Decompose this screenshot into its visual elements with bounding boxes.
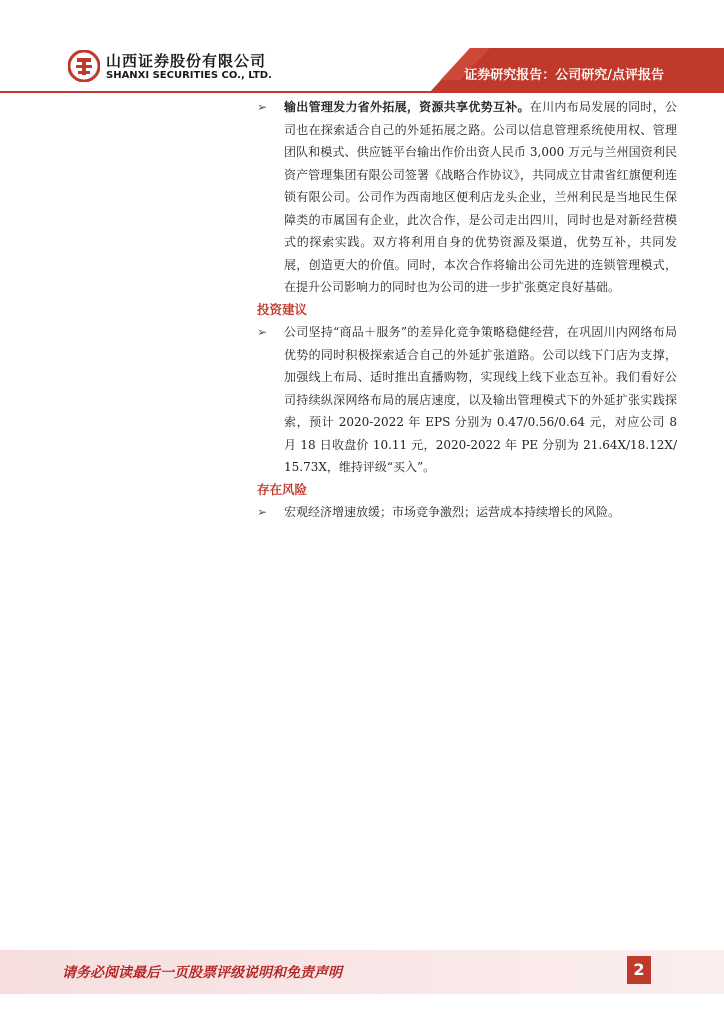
bold-lead: 输出管理发力省外拓展，资源共享优势互补。 [284,100,530,114]
bullet-arrow-icon: ➢ [257,325,268,339]
bullet-risk [257,501,677,524]
company-name-en: SHANXI SECURITIES CO., LTD. [106,70,272,81]
bullet-investment [257,321,677,479]
paragraph-text: 在川内布局发展的同时，公司也在探索适合自己的外延拓展之路。公司以信息管理系统使用权、管理团队和模式、供应链平台输出作价出资人民币 3,000 万元与兰州国资利民资产管理集团有限公司签署《战略合作协议》，共同成立甘肃省红旗便利连锁有限公司。公司作为西南地区便利店龙头企业，兰州利民是当地民生保障类的市属国有企业，此次合作，是公司走出四川，同时也是对新经营模式的探索实践。双方将利用自身的优势资源及渠道，优势互补，共同发展，创造更大的价值。同时，本次合作将输出公司先进的连锁管理模式，在提升公司影响力的同时也为公司的进一步扩张奠定良好基础。 [284,100,677,294]
section-title-risk: 存在风险 [257,481,308,497]
paragraph-management-output [284,96,677,299]
company-logo-icon [68,50,100,82]
paragraph-risk: 宏观经济增速放缓；市场竞争激烈；运营成本持续增长的风险。 [284,505,621,519]
report-category: 证券研究报告：公司研究/点评报告 [464,68,664,83]
page-header [0,0,724,96]
page-number: 2 [627,956,651,984]
bullet-management-output [257,96,677,299]
company-name-cn: 山西证券股份有限公司 [106,52,267,70]
bullet-arrow-icon: ➢ [257,505,268,519]
bullet-arrow-icon: ➢ [257,100,268,114]
paragraph-investment: 公司坚持“商品＋服务”的差异化竞争策略稳健经营，在巩固川内网络布局优势的同时积极探索适合自己的外延扩张道路。公司以线下门店为支撑，加强线上布局、适时推出直播购物，实现线上线下业态互补。我们看好公司持续纵深网络布局的展店速度，以及输出管理模式下的外延扩张实践探索，预计 2020-2022 年 EPS 分别为 0.47/0.56/0.64 元，对应公司 8 月 18 日收盘价 10.11 元，2020-2022 年 PE 分别为 21.64X/18.12X/15.73X，维持评级“买入”。 [284,325,677,474]
section-title-investment: 投资建议 [257,301,308,317]
report-body [257,96,677,524]
footer-disclaimer: 请务必阅读最后一页股票评级说明和免责声明 [62,965,342,981]
